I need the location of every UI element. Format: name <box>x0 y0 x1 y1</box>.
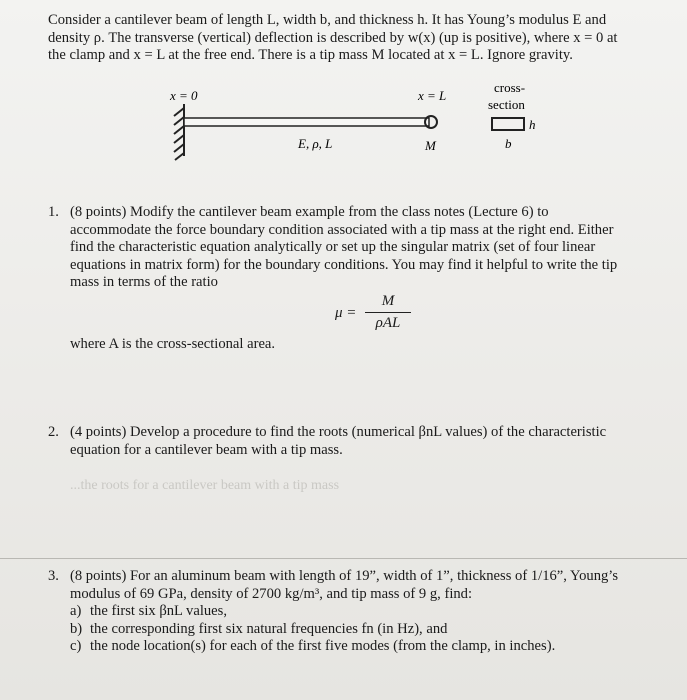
q3-item-a: a) the first six βnL values, <box>70 603 227 620</box>
label-beam-props: E, ρ, L <box>298 136 333 151</box>
eq-numerator: M <box>381 293 395 309</box>
problem-intro <box>48 12 668 65</box>
q1-line-3: find the characteristic equation analytically or set up the singular matrix (set of four linear <box>70 239 596 256</box>
q3-number: 3. <box>48 568 59 584</box>
intro-line-3: the clamp and x = L at the free end. There is a tip mass M located at x = L. Ignore gravity. <box>48 47 573 63</box>
q1-line-5: mass in terms of the ratio <box>70 274 218 291</box>
label-cross-section-1: cross- <box>494 84 526 95</box>
label-x-L: x = L <box>418 88 447 103</box>
label-mass: M <box>425 138 436 153</box>
cantilever-beam-figure <box>150 84 550 164</box>
label-x-zero: x = 0 <box>170 88 198 103</box>
cross-section-rect <box>492 118 524 130</box>
intro-line-2: density ρ. The transverse (vertical) deflection is described by w(x) (up is positive), where x = 0 at <box>48 29 618 46</box>
q2-number: 2. <box>48 424 59 440</box>
beam-body <box>184 118 429 126</box>
bleed-through-text: ...the roots for a cantilever beam with a tip mass <box>70 478 340 493</box>
q2-line-1: (4 points) Develop a procedure to find the roots (numerical βnL values) of the characteristic <box>70 424 607 440</box>
q3-subitems <box>70 603 668 656</box>
clamp-hatch <box>174 104 184 160</box>
q3-line-2: modulus of 69 GPa, density of 2700 kg/m³, and tip mass of 9 g, find: <box>70 585 473 602</box>
q3-line-1: (8 points) For an aluminum beam with length of 19”, width of 1”, thickness of 1/16”, Young’s <box>70 568 619 584</box>
q1-number: 1. <box>48 204 59 220</box>
label-b: b <box>505 136 512 151</box>
label-cross-section-2: section <box>488 97 525 112</box>
mass-ratio-equation <box>335 295 415 335</box>
q2-line-2: equation for a cantilever beam with a tip mass. <box>70 441 343 458</box>
q1-line-4: equations in matrix form) for the boundary conditions. You may find it helpful to write the tip <box>70 256 618 273</box>
fraction-bar <box>365 312 411 313</box>
q1-line-2: accommodate the force boundary condition associated with a tip mass at the right end. Either <box>70 221 614 238</box>
label-h: h <box>529 117 536 132</box>
q3-item-b: b) the corresponding first six natural frequencies fn (in Hz), and <box>70 620 448 637</box>
page-fold-edge <box>0 558 687 559</box>
question-3 <box>48 568 668 656</box>
q1-line-1: (8 points) Modify the cantilever beam example from the class notes (Lecture 6) to <box>70 204 549 220</box>
question-1 <box>48 204 668 292</box>
q1-where-note: where A is the cross-sectional area. <box>70 336 276 352</box>
q3-item-c: c) the node location(s) for each of the first five modes (from the clamp, in inches). <box>70 638 556 655</box>
question-2 <box>48 424 668 459</box>
eq-denominator: ρAL <box>375 315 401 331</box>
eq-lhs: μ = <box>335 305 357 321</box>
intro-line-1: Consider a cantilever beam of length L, width b, and thickness h. It has Young’s modulus E and <box>48 12 607 28</box>
